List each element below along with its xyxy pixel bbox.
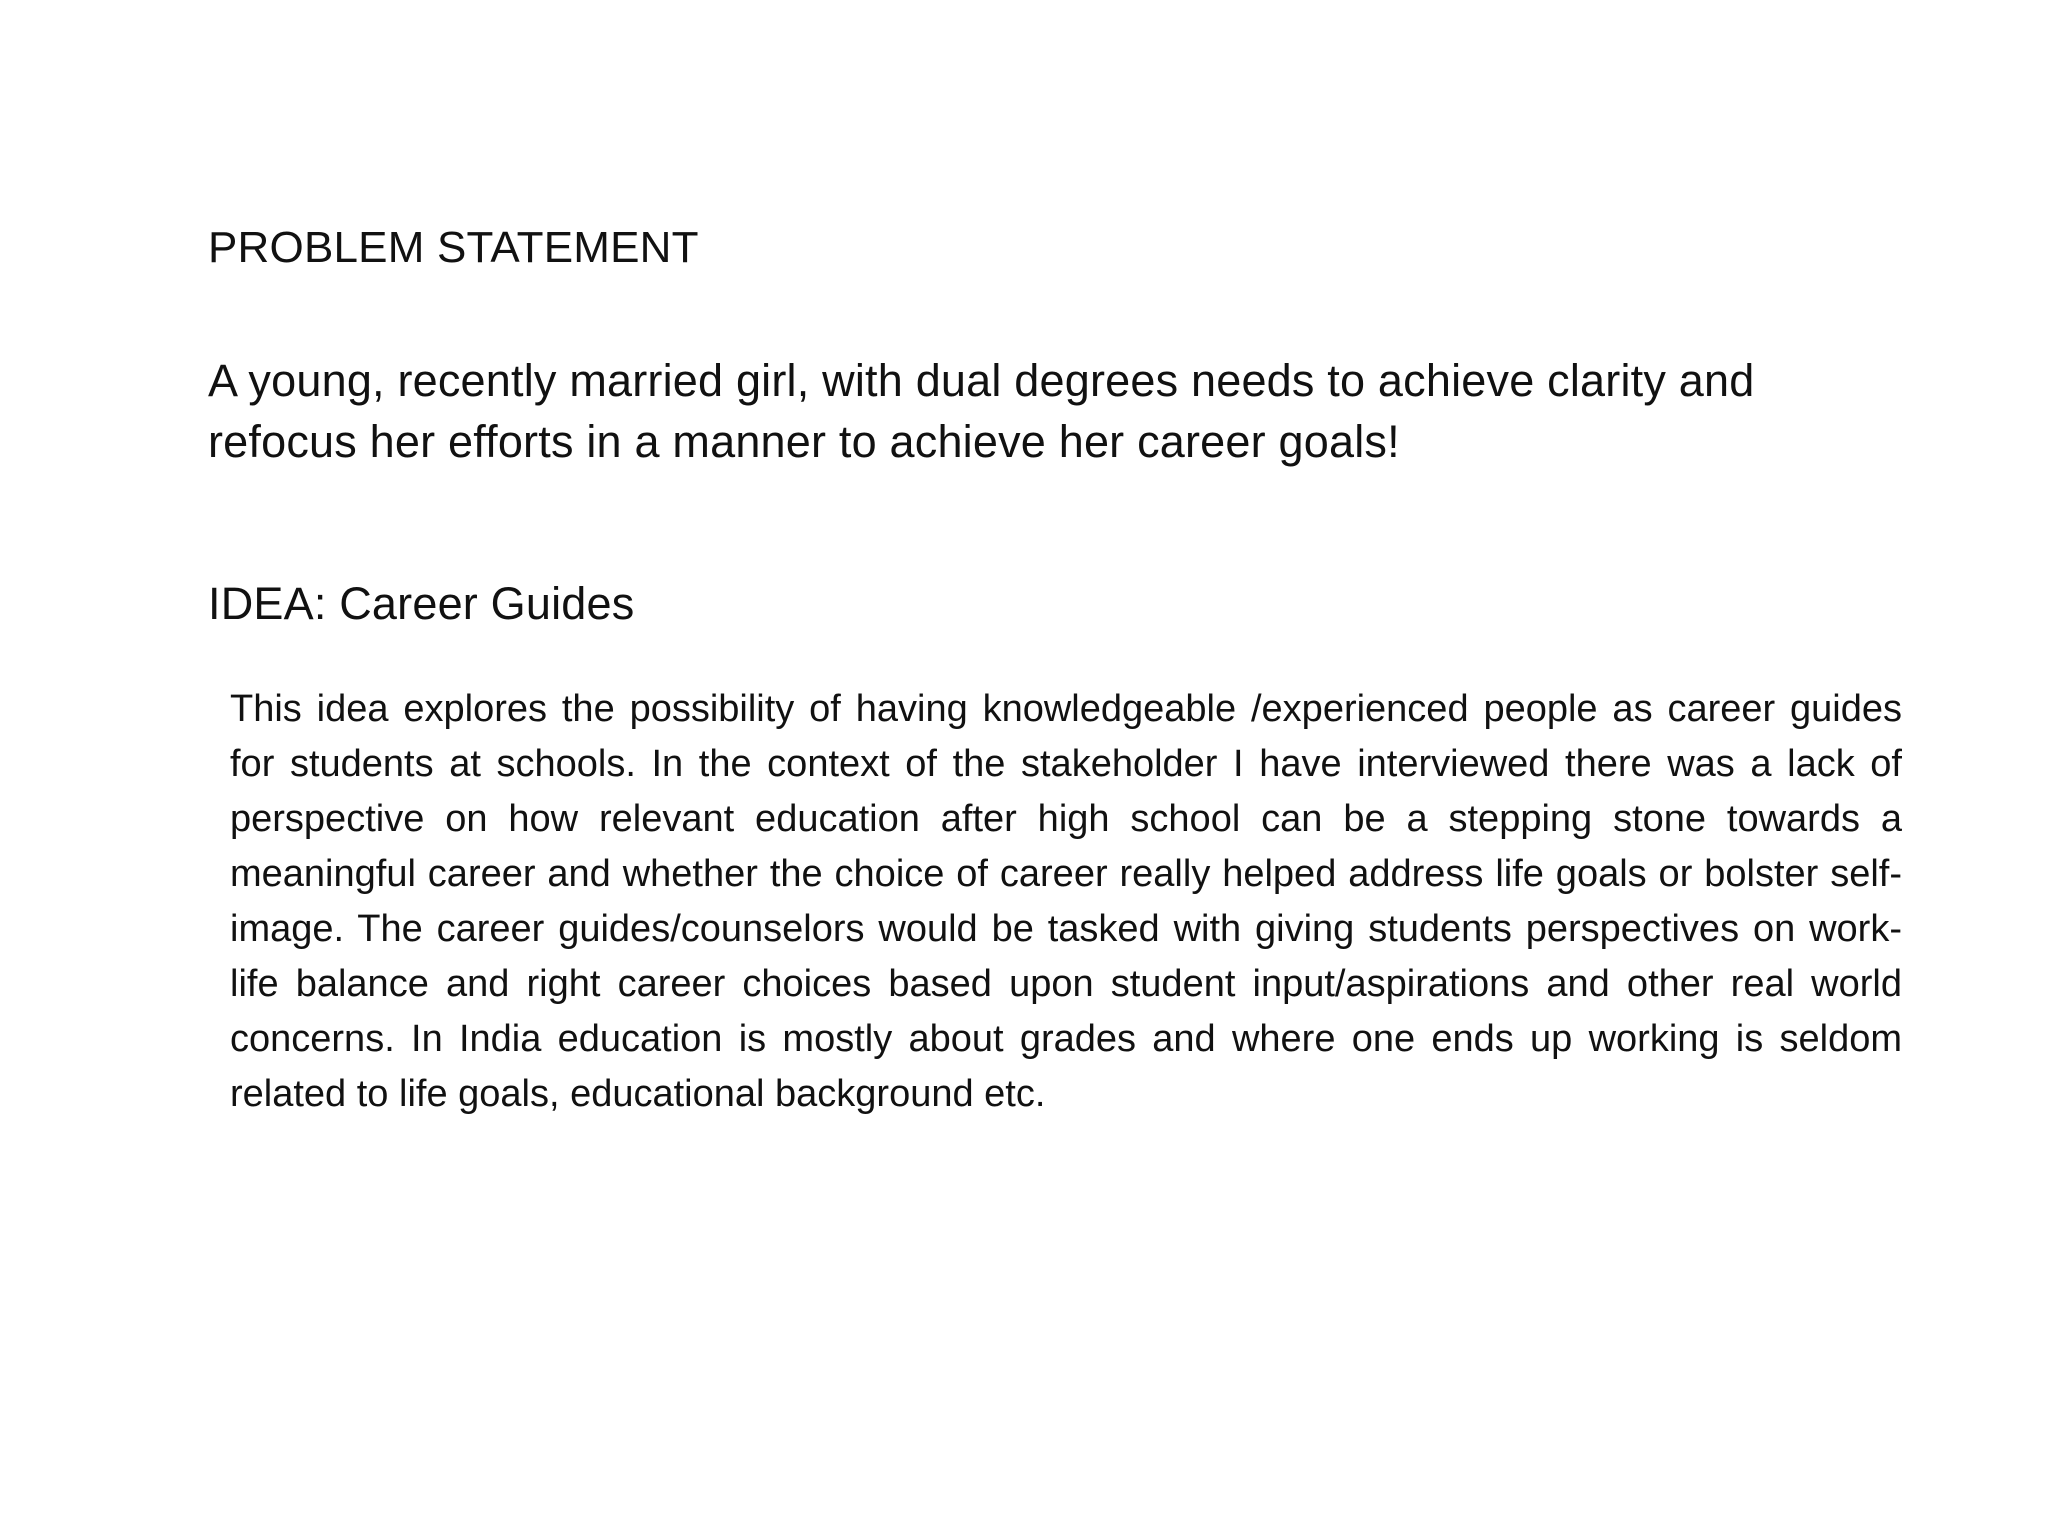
problem-statement-line: refocus her efforts in a manner to achieve her career goals! xyxy=(208,416,1400,467)
problem-statement-text xyxy=(208,350,1928,472)
problem-statement-heading: PROBLEM STATEMENT xyxy=(208,223,699,272)
idea-description: This idea explores the possibility of having knowledgeable /experienced people as career guides for students at schools. In the context of the stakeholder I have interviewed there was a lack of perspective on how relevant education after high school can be a stepping stone towards a meaningful career and whether the choice of career really helped address life goals or bolster self-image. The career guides/counselors would be tasked with giving students perspectives on work-life balance and right career choices based upon student input/aspirations and other real world concerns. In India education is mostly about grades and where one ends up working is seldom related to life goals, educational background etc. xyxy=(230,688,1902,1115)
idea-heading: IDEA: Career Guides xyxy=(208,578,635,629)
problem-statement-line: A young, recently married girl, with dual degrees needs to achieve clarity and xyxy=(208,355,1755,406)
